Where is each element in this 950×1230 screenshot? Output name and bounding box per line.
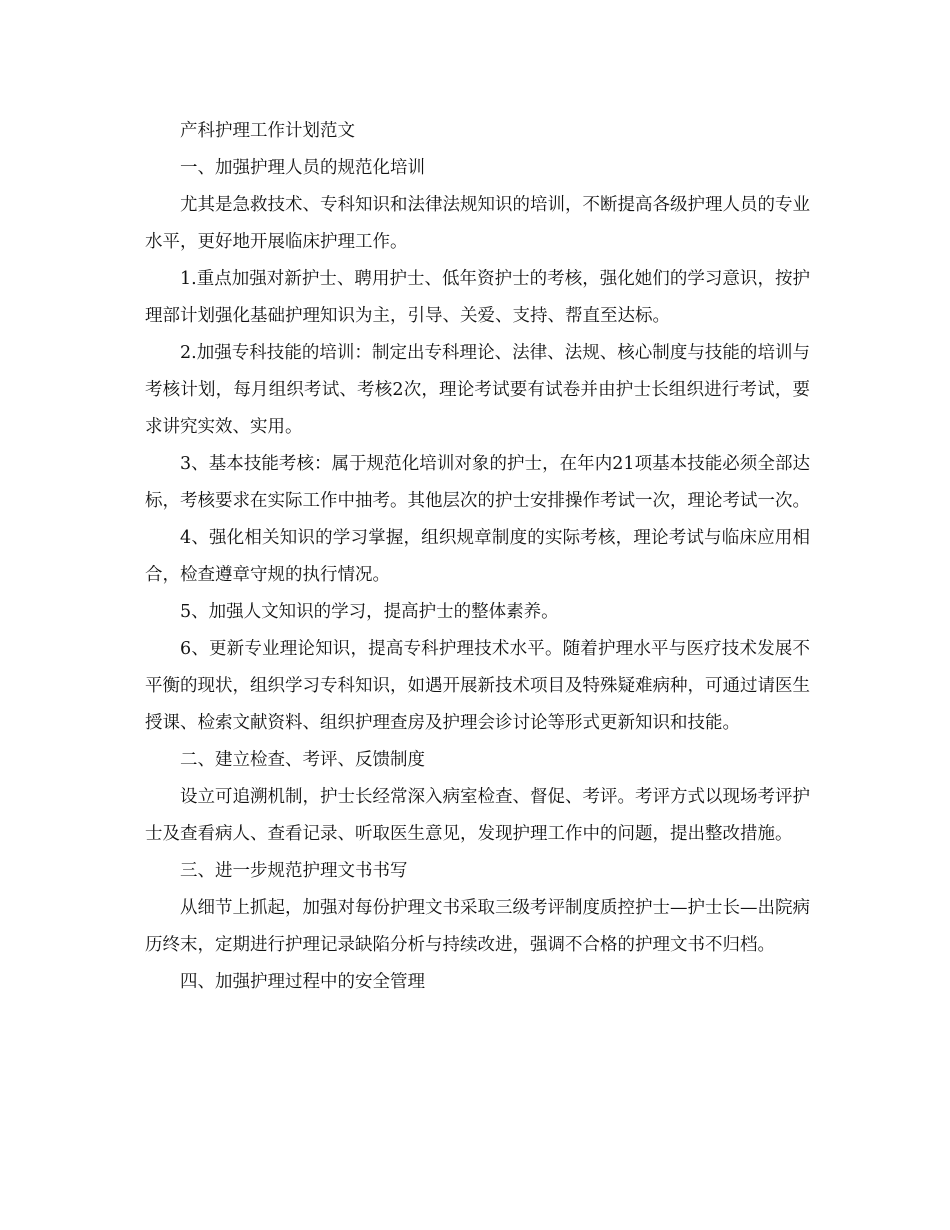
paragraph: 设立可追溯机制，护士长经常深入病室检查、督促、考评。考评方式以现场考评护士及查看病人、查看记录、听取医生意见，发现护理工作中的问题，提出整改措施。 [145, 787, 810, 844]
paragraph: 尤其是急救技术、专科知识和法律法规知识的培训，不断提高各级护理人员的专业水平，更好地开展临床护理工作。 [145, 195, 810, 252]
paragraph: 从细节上抓起，加强对每份护理文书采取三级考评制度质控护士—护士长—出院病历终末，定期进行护理记录缺陷分析与持续改进，强调不合格的护理文书不归档。 [145, 898, 810, 955]
section-heading-2: 二、建立检查、考评、反馈制度 [180, 750, 425, 770]
document-title: 产科护理工作计划范文 [180, 121, 355, 141]
paragraph: 2.加强专科技能的培训：制定出专科理论、法律、法规、核心制度与技能的培训与考核计划，每月组织考试、考核2次，理论考试要有试卷并由护士长组织进行考试，要求讲究实效、实用。 [145, 343, 810, 437]
paragraph: 6、更新专业理论知识，提高专科护理技术水平。随着护理水平与医疗技术发展不平衡的现状，组织学习专科知识，如遇开展新技术项目及特殊疑难病种，可通过请医生授课、检索文献资料、组织护理查房及护理会诊讨论等形式更新知识和技能。 [145, 639, 810, 733]
section-heading-1: 一、加强护理人员的规范化培训 [180, 158, 425, 178]
paragraph: 4、强化相关知识的学习掌握，组织规章制度的实际考核，理论考试与临床应用相合，检查遵章守规的执行情况。 [145, 528, 810, 585]
section-heading-3: 三、进一步规范护理文书书写 [180, 861, 408, 881]
paragraph: 1.重点加强对新护士、聘用护士、低年资护士的考核，强化她们的学习意识，按护理部计划强化基础护理知识为主，引导、关爱、支持、帮直至达标。 [145, 269, 810, 326]
paragraph: 3、基本技能考核：属于规范化培训对象的护士，在年内21项基本技能必须全部达标，考核要求在实际工作中抽考。其他层次的护士安排操作考试一次，理论考试一次。 [145, 454, 810, 511]
section-heading-4: 四、加强护理过程中的安全管理 [180, 972, 425, 992]
paragraph: 5、加强人文知识的学习，提高护士的整体素养。 [180, 602, 559, 622]
document-body [145, 113, 810, 1001]
